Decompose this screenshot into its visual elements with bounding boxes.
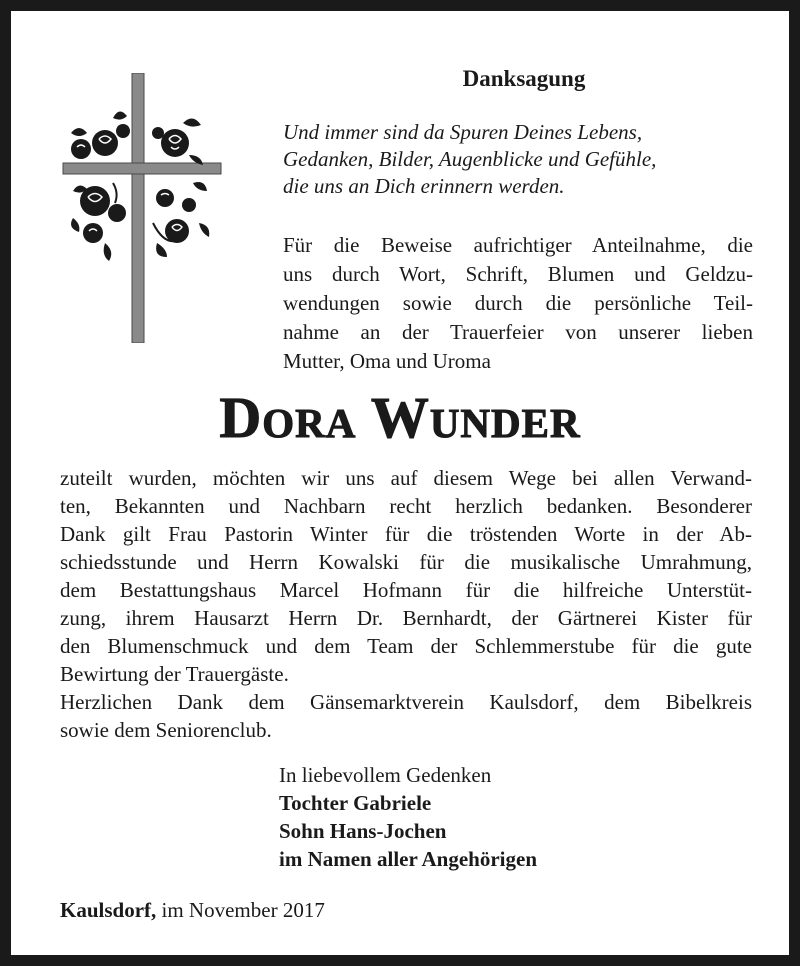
body-line: Bewirtung der Trauergäste. [60,662,289,686]
body-line: Dank gilt Frau Pastorin Winter für die tröstenden Worte in der Ab- [60,522,752,546]
signoff-name: Tochter Gabriele [279,791,432,815]
body-line: dem Bestattungshaus Marcel Hofmann für die hilfreiche Unterstüt- [60,578,752,602]
footer-place: Kaulsdorf, [60,898,157,922]
signoff [279,761,739,873]
signoff-greeting: In liebevollem Gedenken [279,763,492,787]
body-line: zuteilt wurden, möchten wir uns auf diesem Wege bei allen Verwand- [60,466,752,490]
footer-date: im November 2017 [156,898,325,922]
intro-line: Für die Beweise aufrichtiger Anteilnahme, die [283,233,753,257]
place-date [60,896,325,924]
signoff-name: Sohn Hans-Jochen [279,819,447,843]
intro-line: nahme an der Trauerfeier von unserer lieben [283,320,753,344]
body-line: zung, ihrem Hausarzt Herrn Dr. Bernhardt, der Gärtnerei Kister für [60,606,752,630]
body-line: ten, Bekannten und Nachbarn recht herzlich bedanken. Besonderer [60,494,752,518]
intro-line: wendungen sowie durch die persönliche Teil- [283,291,753,315]
deceased-name: Dora Wunder [219,385,581,450]
body-line: schiedsstunde und Herrn Kowalski für die musikalische Umrahmung, [60,550,752,574]
memorial-verse [283,119,753,200]
body-line: sowie dem Seniorenclub. [60,718,272,742]
verse-line: Und immer sind da Spuren Deines Lebens, [283,120,643,144]
body-line: Herzlichen Dank dem Gänsemarktverein Kaulsdorf, dem Bibelkreis [60,690,752,714]
notice-title: Danksagung [462,66,586,91]
intro-line: uns durch Wort, Schrift, Blumen und Geldzu- [283,262,753,286]
thanks-paragraph [60,464,752,744]
cross-with-roses-icon [53,73,225,343]
signoff-name: im Namen aller Angehörigen [279,847,538,871]
intro-paragraph [283,231,753,376]
verse-line: die uns an Dich erinnern werden. [283,174,565,198]
intro-line: Mutter, Oma und Uroma [283,349,491,373]
body-line: den Blumenschmuck und dem Team der Schlemmerstube für die gute [60,634,752,658]
verse-line: Gedanken, Bilder, Augenblicke und Gefühle, [283,147,657,171]
